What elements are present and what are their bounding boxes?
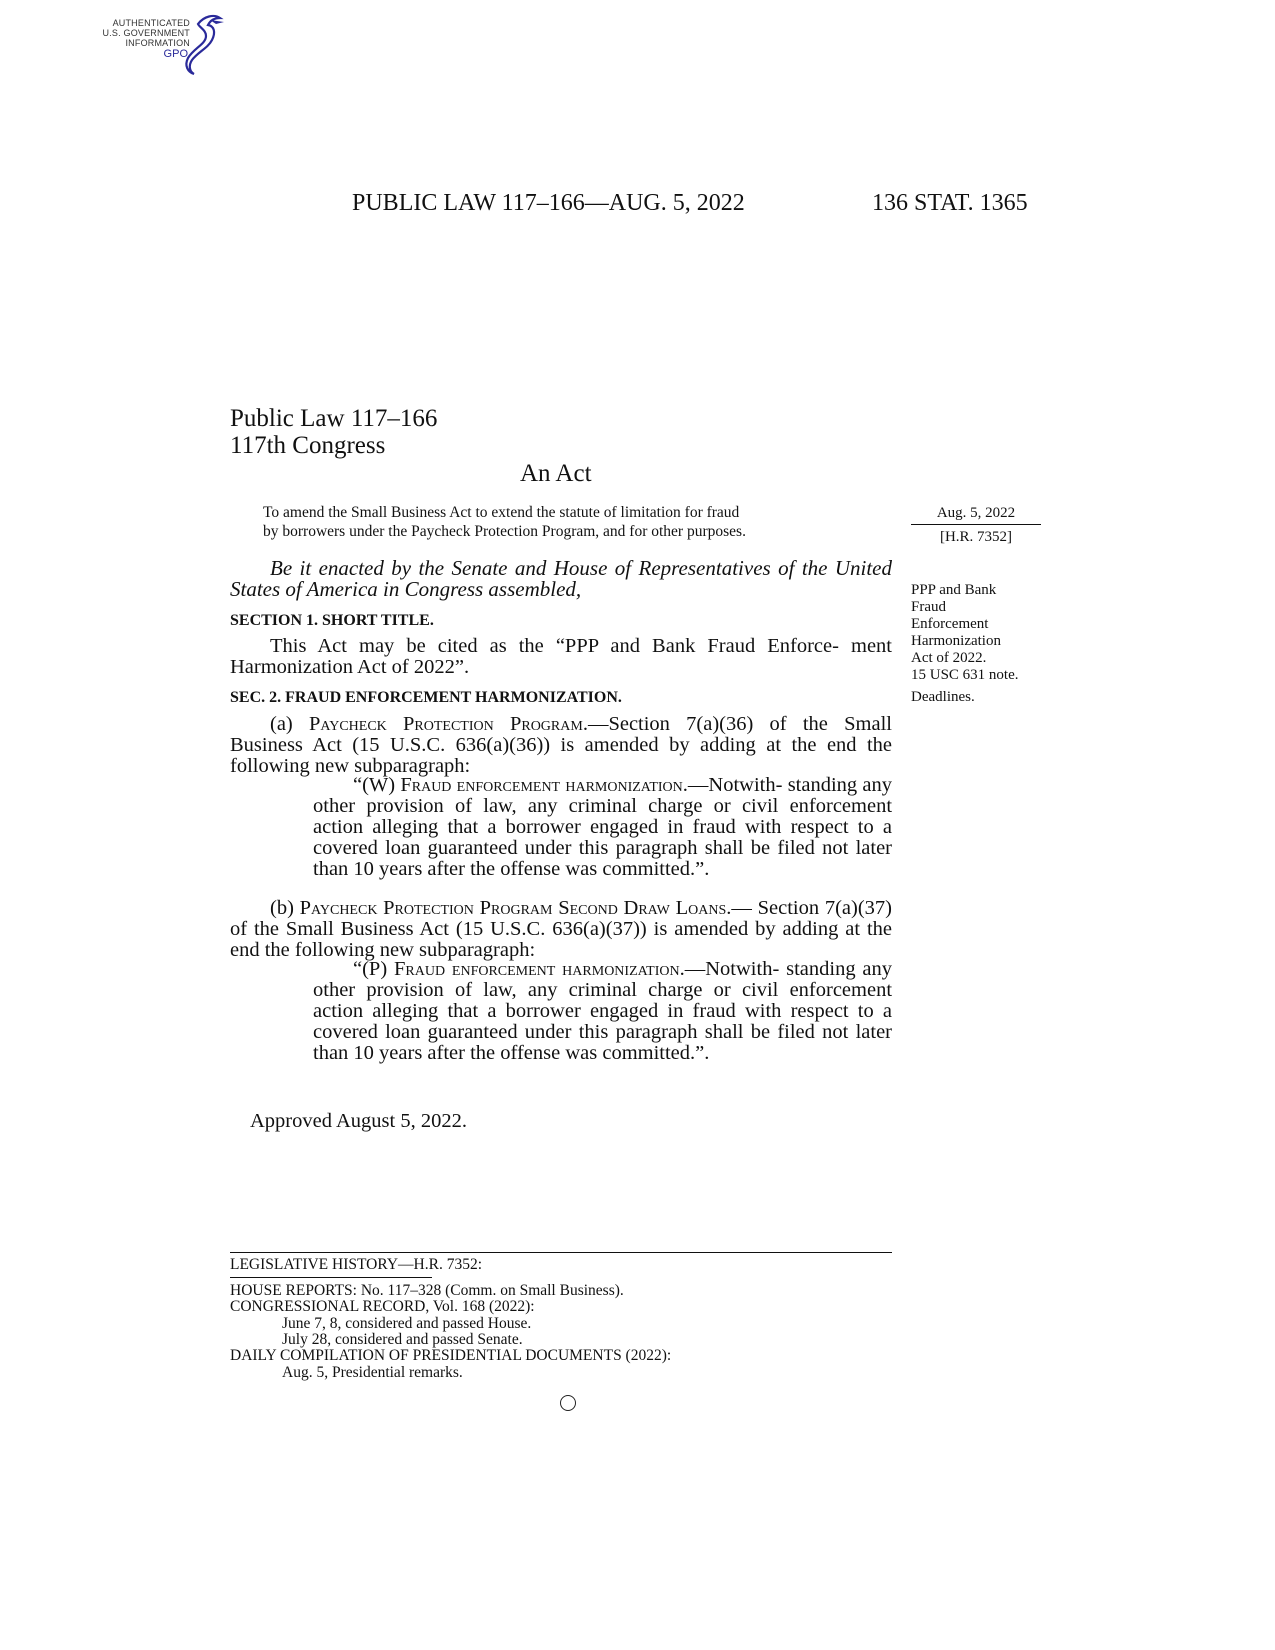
purpose-line: by borrowers under the Paycheck Protection Program, and for other purposes. [263,523,746,540]
margin-rule [911,524,1041,525]
enacting-line: the United States of America in Congress assembled, [230,556,893,601]
purpose-line: To amend the Small Business Act to extend the statute of limitation for fraud [263,504,740,521]
record-item: June 7, 8, considered and passed House. [282,1315,532,1332]
subparagraph-label: “(W) [353,774,401,796]
text-line: Small Business Act (15 U.S.C. 636(a)(36)) is amended by adding [230,713,892,756]
act-heading: An Act [520,460,592,487]
subparagraph-p [313,959,892,1064]
eagle-icon [180,10,230,76]
text-line: this paragraph shall be filed not later than 10 years after [313,837,892,880]
text-line: or civil enforcement action alleging that a borrower engaged [313,795,893,838]
seal-line-1: AUTHENTICATED [112,18,190,28]
enacting-clause [230,558,892,600]
margin-note-line: PPP and Bank [911,582,997,598]
text-line: .— [726,897,752,919]
text-line: This Act may be cited as the “PPP and Bank Fraud Enforce- [270,635,839,657]
margin-note-line: 15 USC 631 note. [911,667,1019,683]
margin-note-line: Harmonization [911,633,1001,649]
congress-number: 117th Congress [230,432,386,459]
subparagraph-label: “(P) [353,958,394,980]
text-line: .—Notwith- [679,958,780,980]
margin-note-line: Enforcement [911,616,989,632]
text-line: or civil enforcement action alleging that a borrower engaged [313,979,893,1022]
subparagraph-heading: Fraud enforcement harmonization [400,774,683,796]
text-line: in fraud with respect to a covered loan guaranteed under [313,1000,893,1043]
text-line: standing any other provision of law, any criminal charge [313,958,893,1001]
margin-note-line: Fraud [911,599,946,615]
history-divider [230,1252,892,1253]
presidential-item: Aug. 5, Presidential remarks. [282,1364,463,1381]
text-line: in fraud with respect to a covered loan guaranteed under [313,816,893,859]
text-line: ment Harmonization Act of 2022”. [230,635,892,678]
presidential-documents: DAILY COMPILATION OF PRESIDENTIAL DOCUMENTS (2022): [230,1347,672,1364]
running-header-stat: 136 STAT. 1365 [872,190,1028,216]
text-line: the offense was committed.”. [470,1042,710,1064]
history-title-underline [230,1277,432,1278]
seal-line-3: INFORMATION [125,38,190,48]
subsection-a [230,714,892,777]
subsection-label: (b) [270,897,300,919]
section-2-heading: SEC. 2. FRAUD ENFORCEMENT HARMONIZATION. [230,689,622,706]
text-line: the offense was committed.”. [470,858,710,880]
margin-deadlines-note: Deadlines. [911,689,975,705]
text-line: standing any other provision of law, any criminal charge [313,774,892,817]
seal-gpo-label: GPO [163,48,188,60]
subparagraph-w [313,775,892,880]
public-law-number: Public Law 117–166 [230,405,438,432]
text-line: at the end the following new subparagraph: [230,734,893,777]
title-block [230,405,437,459]
text-line: is amended by adding at the end the following new subparagraph: [230,918,893,961]
approval-date: Approved August 5, 2022. [250,1110,467,1132]
congressional-record: CONGRESSIONAL RECORD, Vol. 168 (2022): [230,1298,535,1315]
record-item: July 28, considered and passed Senate. [282,1331,523,1348]
subsection-label: (a) [270,713,309,735]
end-mark-circle-icon [560,1395,576,1411]
text-line: Section 7(a)(37) of the Small Business Act (15 U.S.C. 636(a)(37)) [230,897,892,940]
enacting-line: Be it enacted by the Senate and House of Representatives of [270,556,795,580]
running-header-law: PUBLIC LAW 117–166—AUG. 5, 2022 [352,190,745,216]
margin-note-line: Act of 2022. [911,650,987,666]
margin-date: Aug. 5, 2022 [936,505,1016,521]
legislative-history-title: LEGISLATIVE HISTORY—H.R. 7352: [230,1256,483,1273]
margin-short-title-note [911,582,1041,684]
margin-bill-number: [H.R. 7352] [939,529,1013,545]
text-line: this paragraph shall be filed not later than 10 years after [313,1021,892,1064]
text-line: .—Notwith- [682,774,783,796]
act-purpose [263,503,863,541]
house-reports: HOUSE REPORTS: No. 117–328 (Comm. on Small Business). [230,1282,624,1299]
text-line: .—Section 7(a)(36) of the [582,713,828,735]
subparagraph-heading: Fraud enforcement harmonization [394,958,680,980]
gpo-authentication-seal [95,10,230,76]
section-1-heading: SECTION 1. SHORT TITLE. [230,612,434,629]
seal-line-2: U.S. GOVERNMENT [102,28,190,38]
subsection-heading: Paycheck Protection Program [308,713,583,735]
subsection-b [230,898,892,961]
section-1-text [230,636,892,678]
subsection-heading: Paycheck Protection Program Second Draw Loans [299,897,727,919]
